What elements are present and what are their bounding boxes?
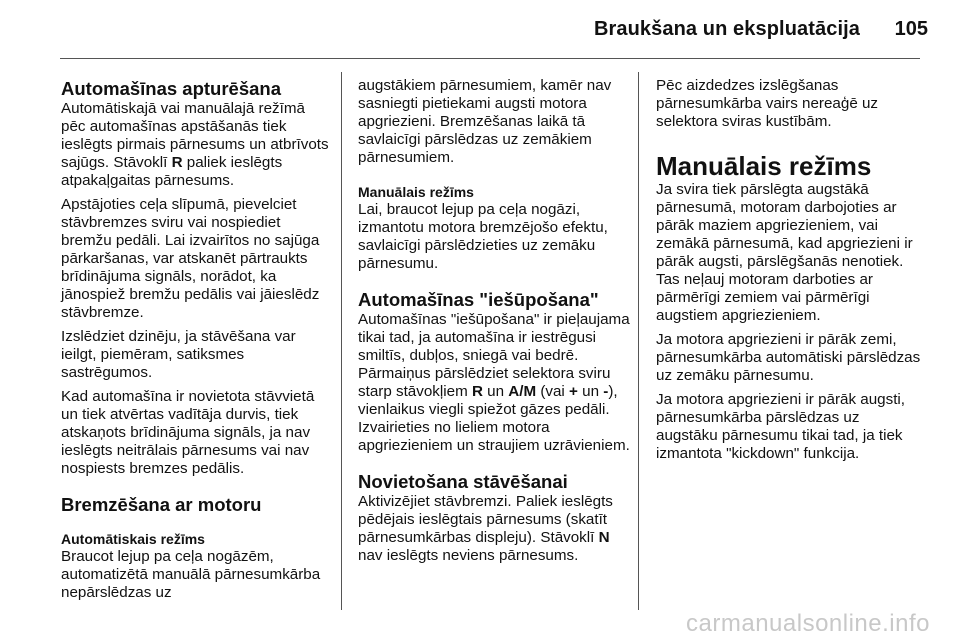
paragraph: Izslēdziet dzinēju, ja stāvēšana var ieilgt, piemēram, satiksmes sastrēgumos. <box>61 328 296 381</box>
paragraph: Pēc aizdedzes izslēgšanas pārnesumkārba vairs nereaģē uz selektora sviras kustībām. <box>656 77 879 130</box>
section-heading: Automašīnas "iešūpošana" <box>358 289 599 310</box>
paragraph: Lai, braucot lejup pa ceļa nogāzi, izmantotu motora bremzējošo efektu, savlaicīgi pārslēdzieties uz zemāku pārnesumu. <box>358 201 608 272</box>
paragraph: Ja motora apgriezieni ir pārāk zemi, pārnesumkārba automātiski pārslēdzas uz zemāku pārnesumu. <box>656 331 921 384</box>
column-divider <box>638 72 639 610</box>
column-divider <box>341 72 342 610</box>
paragraph: Braucot lejup pa ceļa nogāzēm, automatizētā manuālā pārnesumkārba nepārslēdzas uz <box>61 548 321 601</box>
header-divider <box>60 58 920 59</box>
column-3 <box>656 77 924 469</box>
subsection-heading: Automātiskais režīms <box>61 531 205 547</box>
section-heading: Automašīnas apturēšana <box>61 78 282 99</box>
paragraph: Automātiskajā vai manuālajā režīmā pēc automašīnas apstāšanās tiek ieslēgts pirmais pārnesums un atbrīvots sajūgs. Stāvoklī R paliek ieslēgts atpakaļgaitas pārnesums. <box>61 100 329 189</box>
paragraph: Ja motora apgriezieni ir pārāk augsti, pārnesumkārba pārslēdzas uz augstāku pārnesumu tikai tad, ja tiek izmantota "kickdown" funkcija. <box>656 391 906 462</box>
watermark: carmanualsonline.info <box>686 610 930 637</box>
paragraph: Automašīnas "iešūpošana" ir pieļaujama tikai tad, ja automašīna ir iestrēgusi smiltīs, dubļos, sniegā vai bedrē. Pārmaiņus pārslēdziet selektora sviru starp stāvokļiem R un A/M (vai + un -), vienlaikus viegli spiežot gāzes pedāli. Izvairieties no lieliem motora apgriezieniem un straujiem uzrāvieniem. <box>358 311 630 454</box>
page-number: 105 <box>894 18 928 40</box>
column-1 <box>61 78 331 608</box>
section-heading: Bremzēšana ar motoru <box>61 494 262 515</box>
paragraph: Kad automašīna ir novietota stāvvietā un tiek atvērtas vadītāja durvis, tiek atskaņots brīdinājuma signāls, ja nav ieslēgts neitrālais pārnesums vai nav nospiests bremzes pedālis. <box>61 388 315 477</box>
paragraph: augstākiem pārnesumiem, kamēr nav sasniegti pietiekami augsti motora apgriezieni. Bremzēšanas laikā tā savlaicīgi pārslēdzas uz zemākiem pārnesumiem. <box>358 77 612 166</box>
running-header: Braukšana un ekspluatācija <box>593 18 860 40</box>
subsection-heading: Manuālais režīms <box>358 184 474 200</box>
paragraph: Aktivizējiet stāvbremzi. Paliek ieslēgts pēdējais ieslēgtais pārnesums (skatīt pārnesumkārbas displeju). Stāvoklī N nav ieslēgts neviens pārnesums. <box>358 493 613 564</box>
section-heading: Novietošana stāvēšanai <box>358 471 568 492</box>
column-2 <box>358 77 633 571</box>
paragraph: Apstājoties ceļa slīpumā, pievelciet stāvbremzes sviru vai nospiediet bremžu pedāli. Lai izvairītos no sajūga pārkaršanas, var atskanēt pārtraukts brīdinājuma signāls, norādot, ka jānospiež bremžu pedālis vai jāieslēdz stāvbremze. <box>61 196 320 321</box>
section-heading: Manuālais režīms <box>656 151 872 181</box>
paragraph: Ja svira tiek pārslēgta augstākā pārnesumā, motoram darbojoties ar pārāk maziem apgriezieniem, vai zemākā pārnesumā, kad apgriezieni ir pārāk augsti, pārslēgšanās nenotiek. Tas neļauj motoram darboties ar pārmērīgi zemiem vai pārmērīgi augstiem apgriezieniem. <box>656 181 913 324</box>
